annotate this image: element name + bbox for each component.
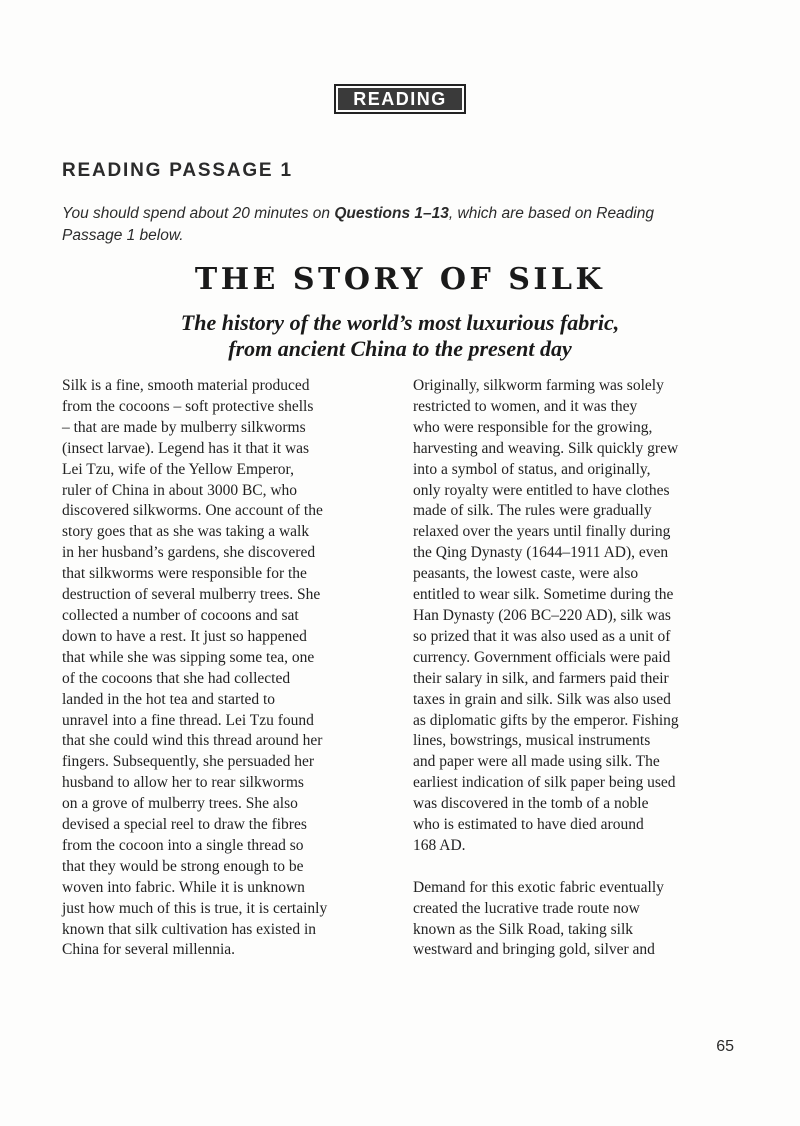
paragraph-line: entitled to wear silk. Sometime during the — [413, 586, 674, 604]
paragraph-line: story goes that as she was taking a walk — [62, 523, 310, 541]
paragraph-line: Han Dynasty (206 BC–220 AD), silk was — [413, 606, 671, 624]
paragraph-line: was discovered in the tomb of a noble — [413, 795, 649, 813]
section-tab-label: READING — [338, 88, 462, 110]
paragraph-line: who were responsible for the growing, — [413, 418, 653, 436]
paragraph-line: – that are made by mulberry silkworms — [62, 418, 306, 436]
paragraph-line: destruction of several mulberry trees. She — [62, 586, 321, 604]
paragraph-line: Originally, silkworm farming was solely — [413, 377, 664, 394]
paragraph-line: of the cocoons that she had collected — [62, 669, 291, 687]
paragraph-line: peasants, the lowest caste, were also — [413, 565, 639, 583]
article-subtitle — [0, 310, 800, 362]
subtitle-line: The history of the world’s most luxurious fabric, — [180, 310, 620, 335]
paragraph-line: known as the Silk Road, taking silk — [413, 920, 634, 938]
page-number: 65 — [716, 1038, 734, 1055]
paragraph-line: the Qing Dynasty (1644–1911 AD), even — [413, 544, 669, 562]
paragraph-line: restricted to women, and it was they — [413, 397, 638, 415]
section-tab — [334, 84, 466, 114]
paragraph-line: earliest indication of silk paper being used — [413, 774, 676, 792]
paragraph-line: landed in the hot tea and started to — [62, 690, 276, 708]
instructions-text: You should spend about 20 minutes on — [62, 205, 335, 222]
paragraph-line: into a symbol of status, and originally, — [413, 460, 651, 478]
paragraph-line: relaxed over the years until finally during — [413, 523, 671, 541]
instructions — [62, 203, 742, 247]
paragraph-line: as diplomatic gifts by the emperor. Fishing — [413, 711, 679, 729]
paragraph-line: so prized that it was also used as a unit of — [413, 627, 671, 645]
left-column — [62, 376, 392, 961]
paragraph-line: husband to allow her to rear silkworms — [62, 774, 304, 792]
paragraph-line: fingers. Subsequently, she persuaded her — [62, 753, 315, 771]
paragraph-line: (insect larvae). Legend has it that it was — [62, 439, 310, 457]
paragraph-gap — [413, 857, 743, 878]
paragraph-line: westward and bringing gold, silver and — [413, 941, 655, 959]
paragraph-line: that while she was sipping some tea, one — [62, 648, 315, 666]
paragraph-line: down to have a rest. It just so happened — [62, 627, 307, 645]
paragraph-line: currency. Government officials were paid — [413, 648, 671, 666]
paragraph-line: that silkworms were responsible for the — [62, 565, 307, 583]
paragraph-line: from the cocoon into a single thread so — [62, 836, 304, 854]
paragraph-line: woven into fabric. While it is unknown — [62, 878, 305, 896]
instructions-line2: Passage 1 below. — [62, 227, 184, 244]
instructions-text-cont: , which are based on Reading — [448, 205, 654, 222]
paragraph-line: collected a number of cocoons and sat — [62, 606, 299, 624]
article-title: THE STORY OF SILK — [194, 262, 606, 297]
passage-heading: READING PASSAGE 1 — [62, 160, 293, 181]
paragraph-line: and paper were all made using silk. The — [413, 753, 660, 771]
right-column — [413, 376, 743, 961]
paragraph-line: on a grove of mulberry trees. She also — [62, 795, 298, 813]
paragraph-line: made of silk. The rules were gradually — [413, 502, 652, 520]
paragraph-line: their salary in silk, and farmers paid their — [413, 669, 669, 687]
paragraph-line: taxes in grain and silk. Silk was also used — [413, 690, 671, 708]
paragraph-line: ruler of China in about 3000 BC, who — [62, 481, 298, 499]
paragraph-line: unravel into a fine thread. Lei Tzu found — [62, 711, 314, 729]
paragraph-line: who is estimated to have died around — [413, 816, 644, 834]
paragraph-line: Silk is a fine, smooth material produced — [62, 377, 310, 394]
paragraph-line: discovered silkworms. One account of the — [62, 502, 323, 520]
paragraph-line: known that silk cultivation has existed in — [62, 920, 316, 938]
paragraph-line: Lei Tzu, wife of the Yellow Emperor, — [62, 460, 294, 478]
paragraph-line: in her husband’s gardens, she discovered — [62, 544, 316, 562]
paragraph-line: that they would be strong enough to be — [62, 857, 304, 875]
paragraph-line: harvesting and weaving. Silk quickly grew — [413, 439, 679, 457]
paragraph-line: China for several millennia. — [62, 941, 236, 959]
paragraph-line: lines, bowstrings, musical instruments — [413, 732, 651, 750]
paragraph-line: Demand for this exotic fabric eventually — [413, 878, 664, 896]
paragraph-line: only royalty were entitled to have clothes — [413, 481, 670, 499]
paragraph-line: 168 AD. — [413, 836, 466, 854]
instructions-questions: Questions 1–13 — [334, 205, 449, 222]
subtitle-line: from ancient China to the present day — [228, 336, 572, 361]
paragraph-line: just how much of this is true, it is certainly — [62, 899, 328, 917]
paragraph-line: from the cocoons – soft protective shells — [62, 397, 314, 415]
paragraph-line: that she could wind this thread around her — [62, 732, 323, 750]
paragraph-line: created the lucrative trade route now — [413, 899, 640, 917]
paragraph-line: devised a special reel to draw the fibres — [62, 816, 307, 834]
